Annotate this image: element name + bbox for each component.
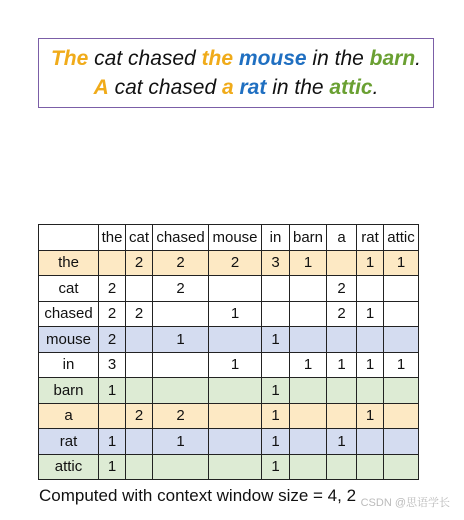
count-cell [384, 429, 419, 455]
highlighted-word: the [201, 47, 234, 70]
count-cell [290, 301, 327, 327]
count-cell [327, 454, 357, 480]
count-cell [327, 403, 357, 429]
count-cell: 1 [262, 403, 290, 429]
table-header-row [39, 225, 419, 251]
count-cell: 1 [209, 301, 262, 327]
column-header: barn [290, 225, 327, 251]
count-cell [99, 403, 126, 429]
count-cell [153, 378, 209, 404]
count-cell: 1 [99, 378, 126, 404]
count-cell: 3 [99, 352, 126, 378]
watermark: CSDN @思语学长 [360, 497, 450, 509]
count-cell: 2 [327, 301, 357, 327]
count-cell: 2 [99, 276, 126, 302]
count-cell [357, 378, 384, 404]
count-cell [262, 301, 290, 327]
count-cell [290, 454, 327, 480]
cooccurrence-table [38, 224, 419, 480]
table-row [39, 276, 419, 302]
count-cell: 1 [327, 429, 357, 455]
row-header: barn [39, 378, 99, 404]
count-cell: 2 [153, 276, 209, 302]
count-cell: 1 [327, 352, 357, 378]
count-cell [209, 429, 262, 455]
table-row [39, 352, 419, 378]
count-cell: 1 [384, 250, 419, 276]
count-cell: 1 [99, 454, 126, 480]
count-cell [209, 378, 262, 404]
count-cell: 1 [99, 429, 126, 455]
count-cell: 2 [99, 301, 126, 327]
count-cell: 1 [357, 352, 384, 378]
count-cell [99, 250, 126, 276]
sentence-text: in the [266, 76, 330, 99]
row-header: a [39, 403, 99, 429]
row-header: chased [39, 301, 99, 327]
count-cell: 1 [153, 327, 209, 353]
count-cell: 1 [262, 454, 290, 480]
sentence-text: cat chased [108, 76, 222, 99]
count-cell: 1 [262, 378, 290, 404]
count-cell [384, 454, 419, 480]
sentence-text: in the [306, 47, 370, 70]
sentence-text: . [372, 76, 379, 99]
table-row [39, 378, 419, 404]
count-cell [126, 378, 153, 404]
count-cell: 2 [327, 276, 357, 302]
table-row [39, 454, 419, 480]
table-row [39, 327, 419, 353]
row-header: cat [39, 276, 99, 302]
count-cell [126, 276, 153, 302]
highlighted-word: a [221, 76, 234, 99]
count-cell [357, 454, 384, 480]
column-header: rat [357, 225, 384, 251]
table-row [39, 403, 419, 429]
row-header: mouse [39, 327, 99, 353]
count-cell: 2 [153, 250, 209, 276]
count-cell: 1 [384, 352, 419, 378]
row-header: rat [39, 429, 99, 455]
column-header: attic [384, 225, 419, 251]
row-header: in [39, 352, 99, 378]
count-cell [290, 276, 327, 302]
count-cell [262, 276, 290, 302]
count-cell [327, 327, 357, 353]
count-cell: 2 [153, 403, 209, 429]
count-cell [384, 276, 419, 302]
count-cell [126, 429, 153, 455]
count-cell [384, 301, 419, 327]
row-header: the [39, 250, 99, 276]
count-cell [357, 276, 384, 302]
count-cell [209, 327, 262, 353]
count-cell: 1 [262, 327, 290, 353]
count-cell: 2 [126, 403, 153, 429]
count-cell [384, 327, 419, 353]
count-cell: 1 [153, 429, 209, 455]
count-cell: 2 [126, 250, 153, 276]
corner-cell [39, 225, 99, 251]
count-cell [357, 429, 384, 455]
count-cell: 2 [209, 250, 262, 276]
count-cell [126, 327, 153, 353]
count-cell [262, 352, 290, 378]
count-cell: 1 [290, 352, 327, 378]
count-cell [126, 352, 153, 378]
highlighted-word: barn [369, 47, 416, 70]
count-cell [153, 352, 209, 378]
table-row [39, 429, 419, 455]
count-cell [153, 301, 209, 327]
sentence-2 [94, 73, 379, 102]
count-cell [384, 378, 419, 404]
column-header: mouse [209, 225, 262, 251]
count-cell: 1 [357, 301, 384, 327]
column-header: in [262, 225, 290, 251]
count-cell: 1 [357, 250, 384, 276]
column-header: chased [153, 225, 209, 251]
count-cell: 2 [99, 327, 126, 353]
count-cell [290, 378, 327, 404]
count-cell [209, 276, 262, 302]
sentence-text: . [415, 47, 421, 70]
sentence-text: cat chased [88, 47, 202, 70]
count-cell [126, 454, 153, 480]
count-cell [290, 327, 327, 353]
example-sentences-box [38, 38, 434, 108]
caption: Computed with context window size = 4, 2 [39, 486, 357, 505]
count-cell: 1 [357, 403, 384, 429]
count-cell [357, 327, 384, 353]
highlighted-word: rat [239, 76, 267, 99]
column-header: cat [126, 225, 153, 251]
table-row [39, 301, 419, 327]
count-cell: 2 [126, 301, 153, 327]
count-cell: 1 [209, 352, 262, 378]
count-cell: 1 [262, 429, 290, 455]
row-header: attic [39, 454, 99, 480]
highlighted-word: attic [329, 76, 373, 99]
count-cell [290, 429, 327, 455]
count-cell [384, 403, 419, 429]
highlighted-word: mouse [238, 47, 307, 70]
count-cell: 3 [262, 250, 290, 276]
column-header: a [327, 225, 357, 251]
highlighted-word: The [50, 47, 89, 70]
count-cell: 1 [290, 250, 327, 276]
highlighted-word: A [93, 76, 109, 99]
table-row [39, 250, 419, 276]
count-cell [209, 403, 262, 429]
column-header: the [99, 225, 126, 251]
count-cell [153, 454, 209, 480]
count-cell [209, 454, 262, 480]
count-cell [327, 378, 357, 404]
count-cell [290, 403, 327, 429]
sentence-1 [51, 44, 421, 73]
count-cell [327, 250, 357, 276]
